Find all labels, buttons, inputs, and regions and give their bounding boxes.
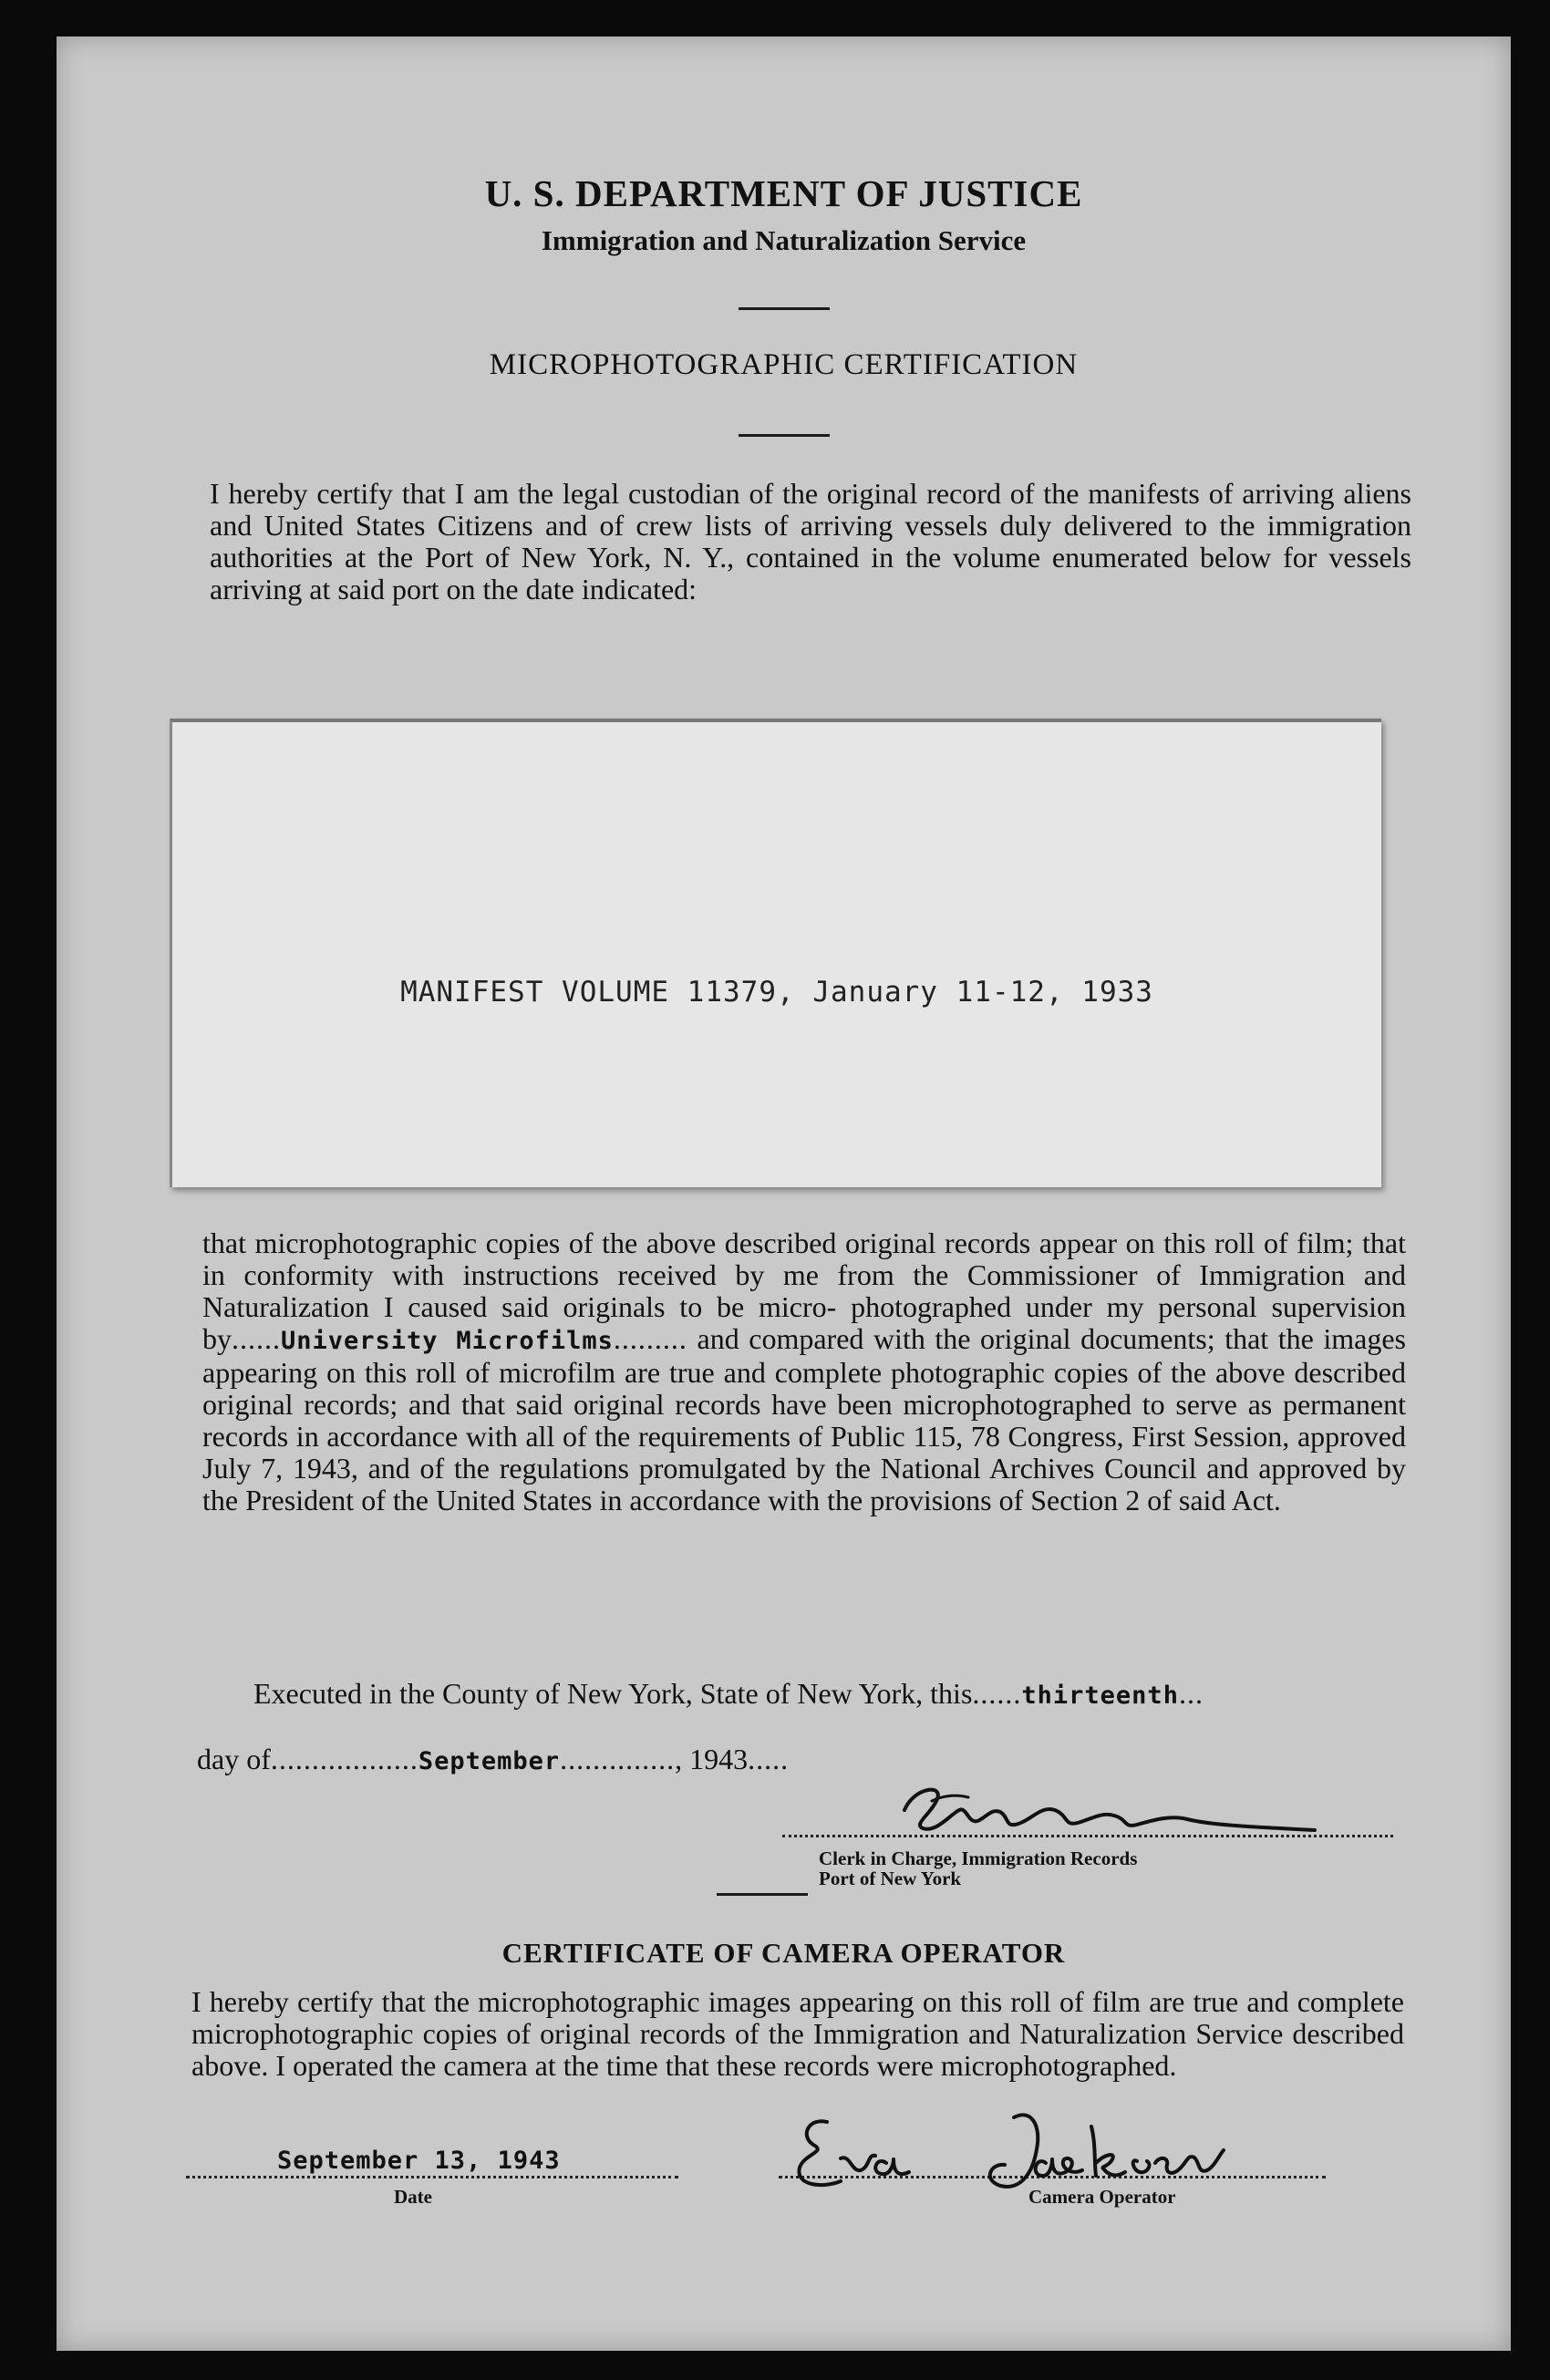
certification-paragraph: that microphotographic copies of the above described original records appear on this roll of film; that in conformity with instructions received by me from the Commissioner of Immigration and Naturalization I caused said originals to be micro- photographed under my personal supervision by......University Microfilms......... and compared with the original documents; that the images appearing on this roll of microfilm are true and complete photographic copies of the above described original records; and that said original records have been microphotographed to serve as permanent records in accordance with all of the requirements of Public 115, 78 Congress, First Session, approved July 7, 1943, and of the regulations promulgated by the National Archives Council and approved by the President of the United States in accordance with the provisions of Section 2 of said Act.	[202, 1226, 1407, 1516]
month-line: day of..................September.............., 1943.....	[197, 1743, 790, 1775]
divider	[739, 307, 830, 310]
operator-date: September 13, 1943	[277, 2147, 561, 2175]
execution-line: Executed in the County of New York, State of New York, this......thirteenth...	[253, 1677, 1204, 1710]
supervision-text: photographed under my personal supervision by	[202, 1290, 1407, 1355]
certification-text-rest: and compared with the original documents; that the images appearing on this roll of microfilm are true and complete photographic copies of the above described original records; and that said original records have been microphotographed to serve as permanent records in accordance with all of the requirements of Public 115, 78 Congress, First Session, approved July 7, 1943, and of the regulations promulgated by the National Archives Council and approved by the President of the United States in accordance with the provisions of Section 2 of said Act.	[202, 1322, 1407, 1516]
divider	[739, 434, 830, 437]
certificate-page	[57, 36, 1511, 2351]
execution-month: September	[418, 1747, 561, 1775]
execution-day: thirteenth	[1021, 1682, 1179, 1710]
volume-card	[170, 719, 1381, 1187]
date-label: Date	[394, 2186, 432, 2208]
date-line	[186, 2176, 678, 2178]
microfilm-company: University Microfilms	[281, 1327, 614, 1355]
clerk-signature	[895, 1774, 1333, 1847]
camera-operator-paragraph: I hereby certify that the microphotographic images appearing on this roll of film are true and complete microphotographic copies of original records of the Immigration and Naturalization Service described above. I operated the camera at the time that these records were microphotographed.	[191, 1985, 1404, 2082]
camera-operator-label: Camera Operator	[1028, 2186, 1176, 2208]
service-subheading: Immigration and Naturalization Service	[541, 224, 1027, 256]
department-heading: U. S. DEPARTMENT OF JUSTICE	[484, 172, 1083, 214]
operator-signature	[786, 2099, 1278, 2199]
camera-operator-title: CERTIFICATE OF CAMERA OPERATOR	[501, 1937, 1066, 1969]
clerk-title: Clerk in Charge, Immigration Records Port of New York	[819, 1847, 1138, 1889]
execution-year: , 1943	[675, 1743, 749, 1775]
certification-text-start: that microphotographic copies of the above described original records appear on this roll of film; that in conformity with instructions received by me from the Commissioner of Immigration and Naturalization I caused said originals to be micro-	[202, 1226, 1406, 1323]
certification-title: MICROPHOTOGRAPHIC CERTIFICATION	[489, 348, 1079, 381]
manifest-volume-text: MANIFEST VOLUME 11379, January 11-12, 1933	[400, 976, 1153, 1009]
custodian-paragraph: I hereby certify that I am the legal custodian of the original record of the manifests of arriving aliens and United States Citizens and of crew lists of arriving vessels duly delivered to the immigration authorities at the Port of New York, N. Y., contained in the volume enumerated below for vessels arriving at said port on the date indicated:	[210, 477, 1411, 605]
divider	[717, 1893, 808, 1896]
